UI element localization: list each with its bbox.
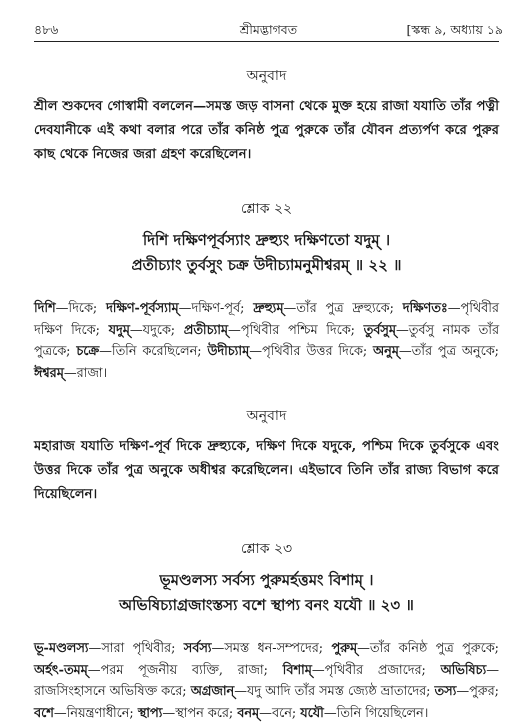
synonym-word: অর্হৎ-তমম্	[34, 662, 88, 678]
synonym-meaning: —সারা পৃথিবীর;	[88, 641, 184, 656]
synonym-meaning: —যদু আদি তাঁর সমস্ত জ্যেষ্ঠ ভ্রাতাদের;	[234, 684, 435, 699]
verse-line: ভূমণ্ডলস্য সর্বস্য পুরুমর্হত্তমং বিশাম্ ।	[159, 571, 374, 589]
synonym-word: দিশি	[34, 301, 56, 316]
verse-heading: শ্লোক ২৩	[240, 541, 293, 557]
translation-text: মহারাজ যযাতি দক্ষিণ-পূর্ব দিকে দ্রুহ্যুকে, দক্ষিণ দিকে যদুকে, পশ্চিম দিকে তুর্বসুকে এবং উত্তর দিকে তাঁর পুত্র অনুকে অধীশ্বর করেছিলেন। এইভাবে তিনি তাঁর রাজ্য বিভাগ করে দিয়েছিলেন।	[34, 439, 499, 502]
synonym-meaning: —পৃথিবীর দক্ষিণ দিকে;	[34, 301, 499, 338]
translation-heading: অনুবাদ	[246, 408, 287, 424]
synonym-word: বিশাম্	[282, 662, 312, 678]
synonym-word: চক্রে	[76, 344, 100, 359]
synonym-meaning: —তিনি করেছিলেন;	[99, 344, 208, 359]
book-title: শ্রীমদ্ভাগবত	[239, 22, 298, 37]
chapter-reference: [স্কন্ধ ৯, অধ্যায় ১৯	[406, 22, 503, 37]
synonym-meaning: —তুর্বসু নামক তাঁর পুত্রকে;	[34, 322, 500, 359]
synonym-meaning: —পরম পূজনীয় ব্যক্তি, রাজা;	[87, 662, 283, 678]
synonym-word: অভিষিচ্য	[440, 662, 487, 678]
synonym-word: তুর্বসুম্	[363, 322, 396, 338]
translation-heading: অনুবাদ	[246, 68, 287, 84]
synonym-meaning: —তাঁর পুত্র দ্রুহ্যুকে;	[283, 301, 403, 316]
synonym-word: ঈশ্বরম্	[34, 365, 64, 381]
synonym-word: স্থাপ্য	[137, 705, 163, 721]
header-rule	[34, 41, 499, 42]
synonym-word: যদুম্	[108, 322, 130, 338]
synonym-word: বনম্	[237, 705, 260, 721]
synonym-word: ভূ-মণ্ডলস্য	[34, 641, 89, 656]
translation-text: শ্রীল শুকদেব গোস্বামী বললেন—সমস্ত জড় বাসনা থেকে মুক্ত হয়ে রাজা যযাতি তাঁর পত্নী দেবযানীকে এই কথা বলার পরে তাঁর কনিষ্ঠ পুত্র পুরুকে তাঁর যৌবন প্রত্যর্পণ করে পুরুর কাছ থেকে নিজের জরা গ্রহণ করেছিলেন।	[34, 99, 499, 162]
synonyms	[34, 298, 499, 384]
synonym-word: পুরুম্	[331, 641, 358, 656]
synonym-meaning: —পৃথিবীর উত্তর দিকে;	[249, 344, 374, 359]
synonym-word: দ্রুহ্যুম্	[253, 301, 284, 316]
page-content	[34, 64, 499, 724]
synonym-meaning: —রাজা।	[63, 365, 108, 381]
synonym-meaning: —দক্ষিণ-পূর্ব;	[178, 301, 254, 316]
synonym-meaning: —পুরুর;	[456, 684, 499, 699]
synonym-meaning: —রাজসিংহাসনে অভিষিক্ত করে;	[34, 662, 499, 699]
verse-line: দিশি দক্ষিণপূর্বস্যাং দ্রুহ্যুং দক্ষিণতো যদুম্ ।	[142, 231, 391, 249]
synonym-word: দক্ষিণতঃ	[402, 301, 448, 316]
page-header	[34, 22, 503, 42]
synonym-word: প্রতীচ্যাম্	[183, 322, 229, 338]
page-number: ৪৮৬	[34, 22, 59, 37]
synonym-meaning: —নিয়ন্ত্রণাধীনে;	[53, 705, 138, 721]
synonym-word: দক্ষিণ-পূর্বস্যাম্	[106, 301, 179, 316]
synonym-word: অনুম্	[373, 344, 399, 359]
synonym-meaning: —তাঁর পুত্র অনুকে;	[398, 344, 499, 359]
synonyms	[34, 638, 499, 724]
synonym-word: যযৌ	[300, 705, 324, 721]
synonym-meaning: —তিনি গিয়েছিলেন।	[323, 705, 429, 721]
verse-line: প্রতীচ্যাং তুর্বসুং চক্র উদীচ্যামনুমীশ্বরম্ ॥ ২২ ॥	[131, 256, 402, 274]
synonym-word: অগ্রজান্	[190, 684, 235, 699]
synonym-meaning: —পৃথিবীর প্রজাদের;	[311, 662, 441, 678]
synonym-meaning: —দিকে;	[55, 301, 107, 316]
synonym-meaning: —পৃথিবীর পশ্চিম দিকে;	[228, 322, 364, 338]
synonym-word: উদীচ্যাম্	[207, 344, 250, 359]
synonym-meaning: —সমস্ত ধন-সম্পদের;	[211, 641, 332, 656]
verse-line: অভিষিচ্যাগ্রজাংস্তস্য বশে স্থাপ্য বনং যযৌ ॥ ২৩ ॥	[119, 596, 414, 614]
verse-heading: শ্লোক ২২	[240, 201, 293, 217]
synonym-meaning: —যদুকে;	[129, 322, 184, 338]
synonym-meaning: —তাঁর কনিষ্ঠ পুত্র পুরুকে;	[357, 641, 499, 656]
synonym-word: বশে	[34, 705, 54, 721]
synonym-word: তস্য	[434, 684, 457, 699]
synonym-meaning: —স্থাপন করে;	[162, 705, 238, 721]
synonym-meaning: —বনে;	[259, 705, 301, 721]
synonym-word: সর্বস্য	[183, 641, 212, 656]
